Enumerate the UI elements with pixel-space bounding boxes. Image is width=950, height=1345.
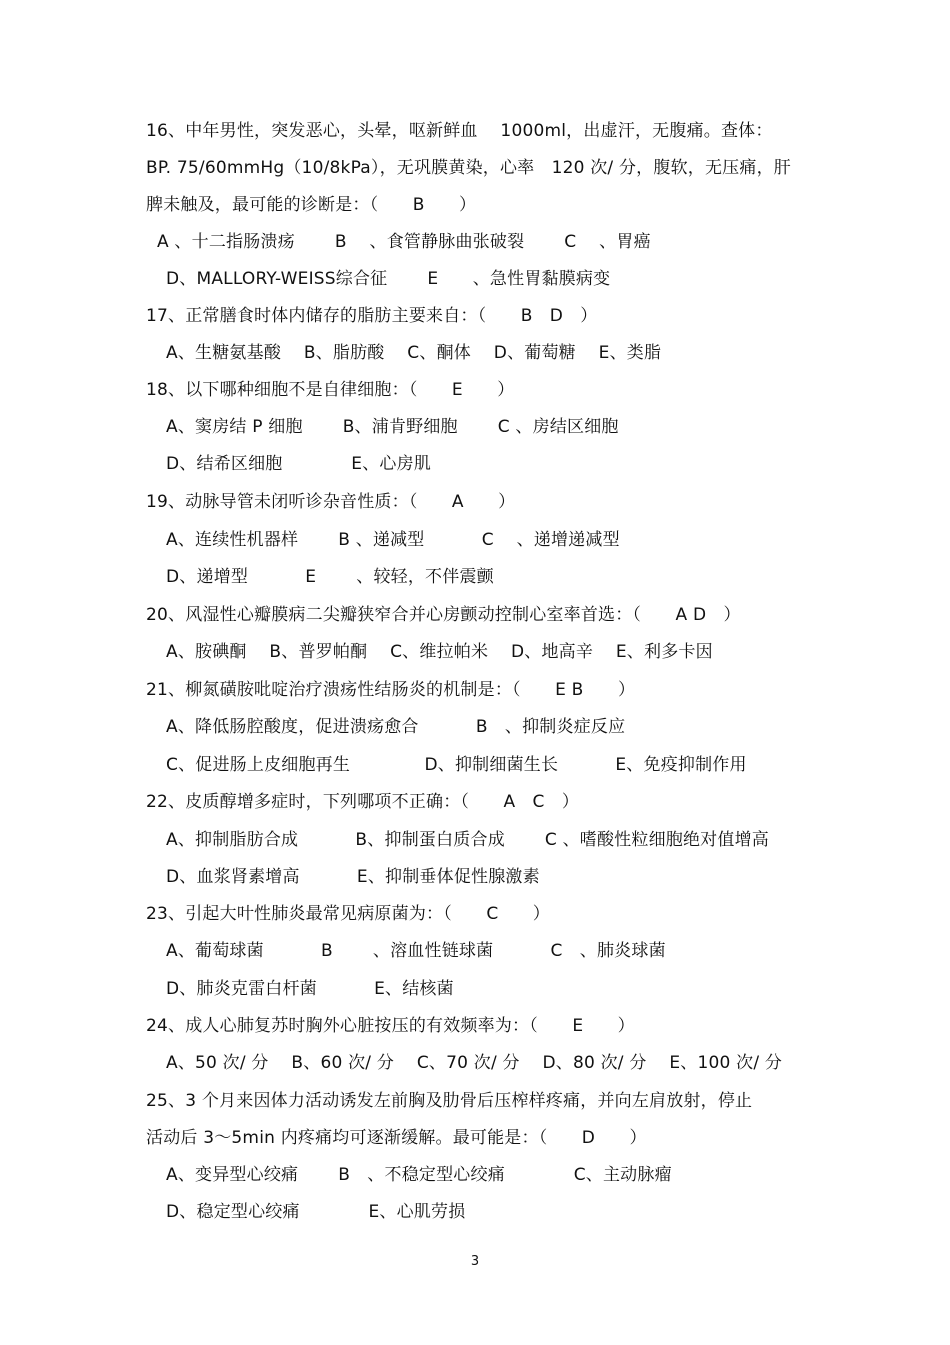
question-25-stem-line-2: 活动后 3～5min 内疼痛均可逐渐缓解。最可能是：（ D ）: [146, 1128, 647, 1148]
question-21-stem: 21、柳氮磺胺吡啶治疗溃疡性结肠炎的机制是：（ E B ）: [146, 680, 636, 700]
question-19-options-line-2: D、递增型 E 、较轻，不伴震颤: [166, 567, 494, 587]
question-22-options-line-2: D、血浆肾素增高 E、抑制垂体促性腺激素: [166, 867, 540, 887]
question-21-options-line-1: A、降低肠腔酸度，促进溃疡愈合 B 、抑制炎症反应: [166, 717, 626, 737]
question-18-options-line-2: D、结希区细胞 E、心房肌: [166, 454, 432, 474]
question-25-options-line-2: D、稳定型心绞痛 E、心肌劳损: [166, 1202, 466, 1222]
question-18-options-line-1: A、窦房结 P 细胞 B、浦肯野细胞 C 、房结区细胞: [166, 417, 619, 437]
question-19-options-line-1: A、连续性机器样 B 、递减型 C 、递增递减型: [166, 530, 620, 550]
question-19-stem: 19、动脉导管未闭听诊杂音性质：（ A ）: [146, 492, 516, 512]
question-16-stem-line-2: BP. 75/60mmHg（10/8kPa），无巩膜黄染，心率 120 次/ 分，腹软，无压痛，肝: [146, 158, 791, 178]
question-23-options-line-1: A、葡萄球菌 B 、溶血性链球菌 C 、肺炎球菌: [166, 941, 666, 961]
question-24-options: A、50 次/ 分 B、60 次/ 分 C、70 次/ 分 D、80 次/ 分 E、100 次/ 分: [166, 1053, 783, 1073]
question-20-options: A、胺碘酮 B、普罗帕酮 C、维拉帕米 D、地高辛 E、利多卡因: [166, 642, 713, 662]
question-24-stem: 24、成人心肺复苏时胸外心脏按压的有效频率为：（ E ）: [146, 1016, 635, 1036]
question-23-stem: 23、引起大叶性肺炎最常见病原菌为：（ C ）: [146, 904, 551, 924]
question-16-options-line-2: D、MALLORY-WEISS综合征 E 、急性胃黏膜病变: [166, 269, 611, 289]
question-16-stem-line-1: 16、中年男性，突发恶心，头晕，呕新鲜血 1000ml，出虚汗，无腹痛。查体：: [146, 121, 773, 141]
question-20-stem: 20、风湿性心瓣膜病二尖瓣狭窄合并心房颤动控制心室率首选：（ A D ）: [146, 605, 741, 625]
question-25-options-line-1: A、变异型心绞痛 B 、不稳定型心绞痛 C、主动脉瘤: [166, 1165, 672, 1185]
question-16-options-line-1: A 、十二指肠溃疡 B 、食管静脉曲张破裂 C 、胃癌: [157, 232, 651, 252]
question-22-options-line-1: A、抑制脂肪合成 B、抑制蛋白质合成 C 、嗜酸性粒细胞绝对值增高: [166, 830, 769, 850]
question-16-stem-line-3: 脾未触及，最可能的诊断是：（ B ）: [146, 195, 477, 215]
question-22-stem: 22、皮质醇增多症时，下列哪项不正确：（ A C ）: [146, 792, 580, 812]
question-17-options: A、生糖氨基酸 B、脂肪酸 C、酮体 D、葡萄糖 E、类脂: [166, 343, 662, 363]
question-18-stem: 18、以下哪种细胞不是自律细胞：（ E ）: [146, 380, 515, 400]
question-21-options-line-2: C、促进肠上皮细胞再生 D、抑制细菌生长 E、免疫抑制作用: [166, 755, 747, 775]
question-23-options-line-2: D、肺炎克雷白杆菌 E、结核菌: [166, 979, 454, 999]
question-25-stem-line-1: 25、3 个月来因体力活动诱发左前胸及肋骨后压榨样疼痛，并向左肩放射，停止: [146, 1091, 753, 1111]
page-number: 3: [470, 1254, 480, 1269]
question-17-stem: 17、正常膳食时体内储存的脂肪主要来自：（ B D ）: [146, 306, 598, 326]
